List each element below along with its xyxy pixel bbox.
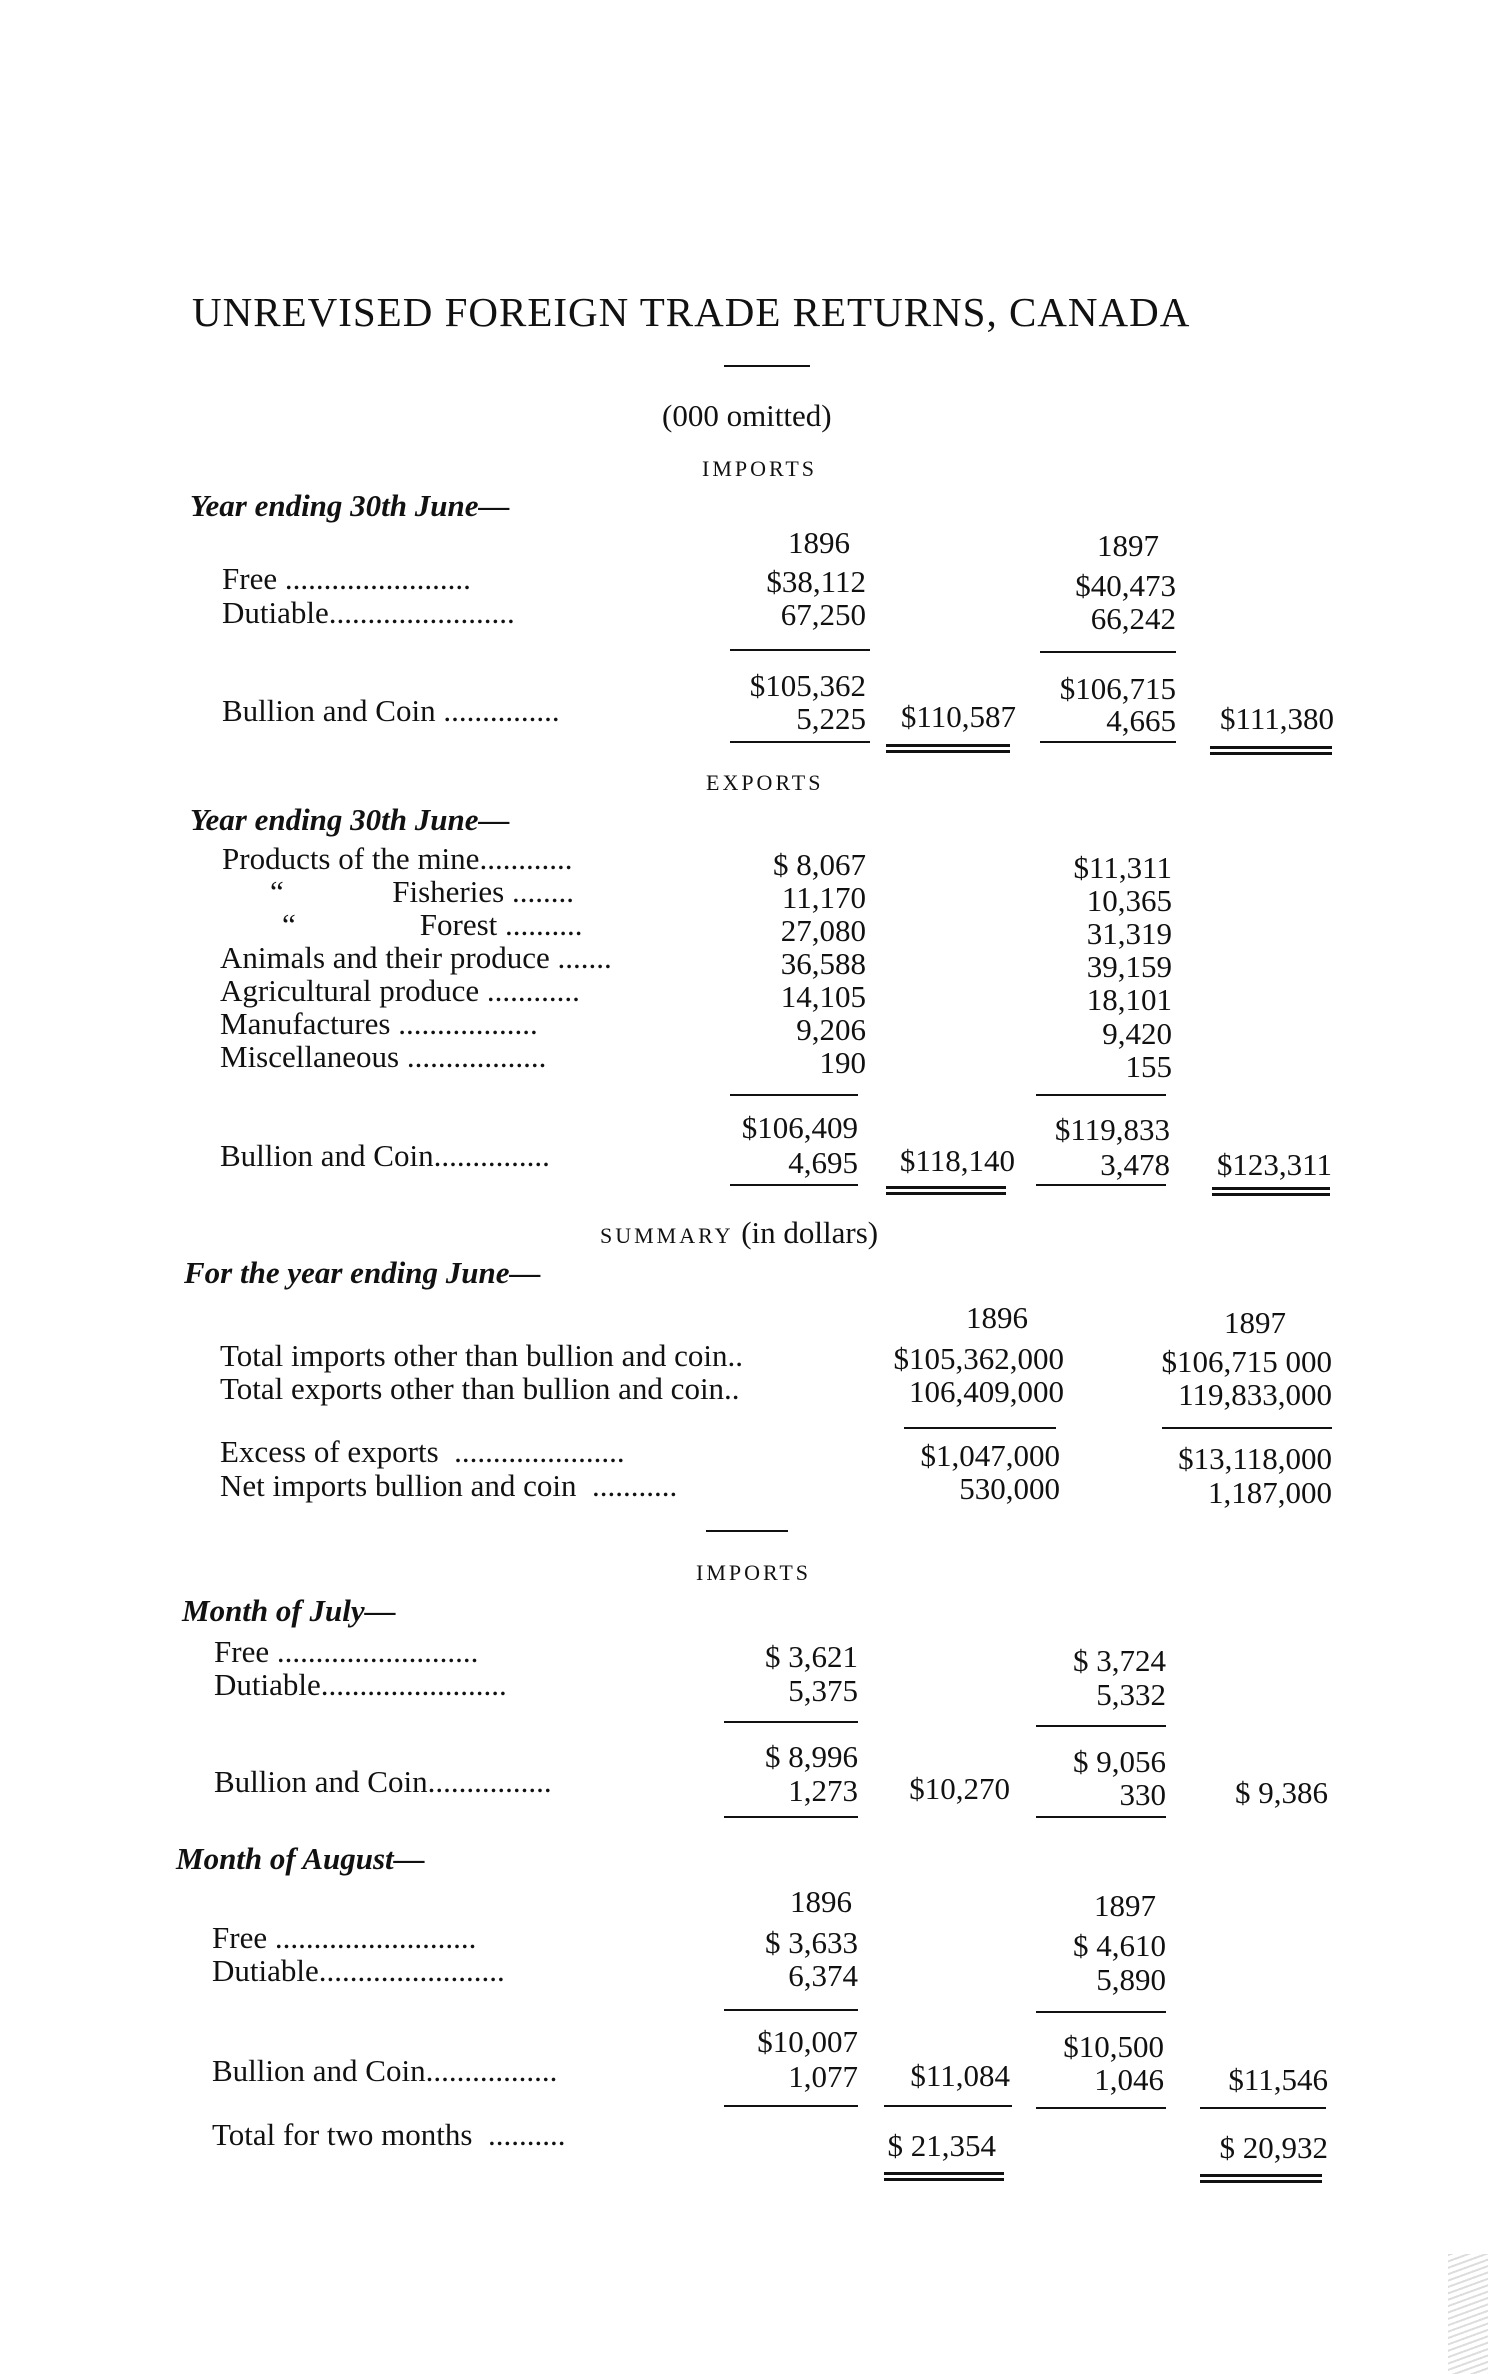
section-heading <box>600 1217 878 1248</box>
subtotal-1897: $ 9,056 <box>1073 1744 1166 1779</box>
value-1896: 5,375 <box>788 1673 858 1708</box>
value-1897: 9,420 <box>1102 1016 1172 1051</box>
subtotal-rule <box>724 2009 858 2011</box>
value-1897: 5,890 <box>1096 1962 1166 1997</box>
total-rule <box>884 2105 1012 2107</box>
total-double-rule <box>886 1186 1006 1195</box>
total-rule <box>1200 2107 1326 2109</box>
row-label: Bullion and Coin............... <box>220 1138 550 1173</box>
value-1897: $ 4,610 <box>1073 1928 1166 1963</box>
value-1897: 39,159 <box>1086 949 1172 984</box>
subtotal-rule <box>1036 1725 1166 1727</box>
value-1897: $13,118,000 <box>1178 1441 1332 1476</box>
total-1896: $11,084 <box>910 2058 1010 2093</box>
year-header-1897: 1897 <box>1094 1888 1156 1923</box>
bullion-1897: 330 <box>1119 1777 1166 1812</box>
subtotal-1896: $10,007 <box>757 2024 858 2059</box>
row-label: Free .......................... <box>214 1634 479 1669</box>
bullion-1897: 4,665 <box>1106 703 1176 738</box>
row-label: Bullion and Coin................ <box>214 1764 552 1799</box>
section-rule <box>706 1530 788 1532</box>
title-rule <box>724 365 810 367</box>
total-double-rule <box>886 744 1010 753</box>
subtotal-1896: $105,362 <box>749 668 866 703</box>
section-heading: IMPORTS <box>696 1560 812 1585</box>
grand-total-1897: $ 20,932 <box>1219 2130 1328 2165</box>
year-header-1896: 1896 <box>790 1884 852 1919</box>
summary-rule <box>904 1427 1056 1429</box>
value-1896: $ 3,633 <box>765 1925 858 1960</box>
value-1897: 119,833,000 <box>1178 1377 1332 1412</box>
period-heading: Month of August— <box>176 1841 425 1876</box>
bullion-rule <box>1036 1816 1166 1818</box>
year-header-1897: 1897 <box>1097 528 1159 563</box>
grand-total-double-rule <box>884 2172 1004 2181</box>
bullion-1896: 4,695 <box>788 1145 858 1180</box>
page-title: UNREVISED FOREIGN TRADE RETURNS, CANADA <box>192 289 1191 335</box>
value-1896: 190 <box>819 1045 866 1080</box>
row-label: “ Fisheries ........ <box>270 874 574 909</box>
period-heading: Year ending 30th June— <box>190 488 510 523</box>
bullion-rule <box>724 1816 858 1818</box>
section-heading: IMPORTS <box>702 456 818 481</box>
value-1896: 11,170 <box>781 880 866 915</box>
total-1897: $ 9,386 <box>1235 1775 1328 1810</box>
grand-total-double-rule <box>1200 2174 1322 2183</box>
row-label: Total for two months .......... <box>212 2117 566 2152</box>
row-label: Agricultural produce ............ <box>220 973 580 1008</box>
period-heading: Year ending 30th June— <box>190 802 510 837</box>
bullion-1897: 1,046 <box>1094 2062 1164 2097</box>
value-1896: $ 3,621 <box>765 1639 858 1674</box>
row-label: Bullion and Coin ............... <box>222 693 560 728</box>
value-1896: 530,000 <box>959 1471 1060 1506</box>
row-label: Net imports bullion and coin ........... <box>220 1468 678 1503</box>
year-header-1896: 1896 <box>966 1300 1028 1335</box>
value-1897: 155 <box>1125 1049 1172 1084</box>
row-label: Free ........................ <box>222 561 471 596</box>
total-1897: $123,311 <box>1216 1147 1332 1182</box>
period-heading: For the year ending June— <box>184 1255 541 1290</box>
value-1897: $ 3,724 <box>1073 1643 1166 1678</box>
summary-rule <box>1162 1427 1332 1429</box>
bullion-rule <box>1036 2107 1166 2109</box>
row-label: Excess of exports ...................... <box>220 1434 625 1469</box>
period-heading: Month of July— <box>182 1593 396 1628</box>
value-1897: $106,715 000 <box>1161 1344 1332 1379</box>
value-1897: 10,365 <box>1086 883 1172 918</box>
row-label: Free .......................... <box>212 1920 477 1955</box>
value-1896: $38,112 <box>766 564 866 599</box>
year-header-1896: 1896 <box>788 525 850 560</box>
bullion-1896: 1,273 <box>788 1773 858 1808</box>
value-1897: 18,101 <box>1086 982 1172 1017</box>
value-1896: 6,374 <box>788 1958 858 1993</box>
total-double-rule <box>1210 746 1332 755</box>
subtotal-rule <box>1040 651 1176 653</box>
total-double-rule <box>1212 1187 1330 1196</box>
subtotal-1897: $10,500 <box>1063 2029 1164 2064</box>
value-1896: 14,105 <box>780 979 866 1014</box>
summary-heading-suffix: (in dollars) <box>741 1215 879 1250</box>
row-label: Manufactures .................. <box>220 1006 538 1041</box>
bullion-rule <box>724 2105 858 2107</box>
bullion-rule <box>1040 741 1176 743</box>
units-note: (000 omitted) <box>662 398 832 433</box>
row-label: Bullion and Coin................. <box>212 2053 558 2088</box>
row-label: Dutiable........................ <box>222 595 515 630</box>
section-heading: EXPORTS <box>706 770 824 795</box>
summary-heading: SUMMARY <box>600 1223 734 1248</box>
value-1896: 9,206 <box>796 1012 866 1047</box>
subtotal-1897: $119,833 <box>1054 1112 1170 1147</box>
value-1896: 106,409,000 <box>909 1374 1064 1409</box>
value-1896: $1,047,000 <box>920 1438 1060 1473</box>
row-label: “ Forest .......... <box>282 907 583 942</box>
total-1896: $118,140 <box>899 1143 1015 1178</box>
subtotal-1896: $ 8,996 <box>765 1739 858 1774</box>
row-label: Animals and their produce ....... <box>220 940 612 975</box>
total-1896: $10,270 <box>909 1771 1010 1806</box>
bullion-1896: 5,225 <box>796 701 866 736</box>
subtotal-1897: $106,715 <box>1059 671 1176 706</box>
row-label: Products of the mine............ <box>222 841 573 876</box>
subtotal-rule <box>730 649 870 651</box>
row-label: Dutiable........................ <box>214 1667 507 1702</box>
scan-edge-artifact <box>1448 2254 1488 2374</box>
subtotal-rule <box>730 1094 858 1096</box>
year-header-1897: 1897 <box>1224 1305 1286 1340</box>
row-label: Total imports other than bullion and coin.. <box>220 1338 744 1373</box>
row-label: Miscellaneous .................. <box>220 1039 547 1074</box>
subtotal-rule <box>724 1721 858 1723</box>
grand-total-1896: $ 21,354 <box>887 2128 996 2163</box>
value-1897: 66,242 <box>1090 601 1176 636</box>
total-1896: $110,587 <box>900 699 1016 734</box>
value-1897: $40,473 <box>1075 568 1176 603</box>
row-label: Total exports other than bullion and coin.. <box>220 1371 740 1406</box>
bullion-rule <box>1036 1184 1166 1186</box>
value-1896: $105,362,000 <box>893 1341 1064 1376</box>
value-1897: 31,319 <box>1086 916 1172 951</box>
row-label: Dutiable........................ <box>212 1953 505 1988</box>
bullion-1896: 1,077 <box>788 2059 858 2094</box>
total-1897: $11,546 <box>1228 2062 1328 2097</box>
value-1896: 36,588 <box>780 946 866 981</box>
subtotal-rule <box>1036 1094 1166 1096</box>
value-1896: 27,080 <box>780 913 866 948</box>
subtotal-1896: $106,409 <box>741 1110 858 1145</box>
bullion-1897: 3,478 <box>1100 1147 1170 1182</box>
bullion-rule <box>730 1184 858 1186</box>
subtotal-rule <box>1036 2011 1166 2013</box>
total-1897: $111,380 <box>1220 701 1334 736</box>
value-1897: $11,311 <box>1073 850 1172 885</box>
bullion-rule <box>730 741 870 743</box>
value-1896: $ 8,067 <box>773 847 866 882</box>
value-1896: 67,250 <box>780 597 866 632</box>
value-1897: 1,187,000 <box>1208 1475 1332 1510</box>
value-1897: 5,332 <box>1096 1677 1166 1712</box>
